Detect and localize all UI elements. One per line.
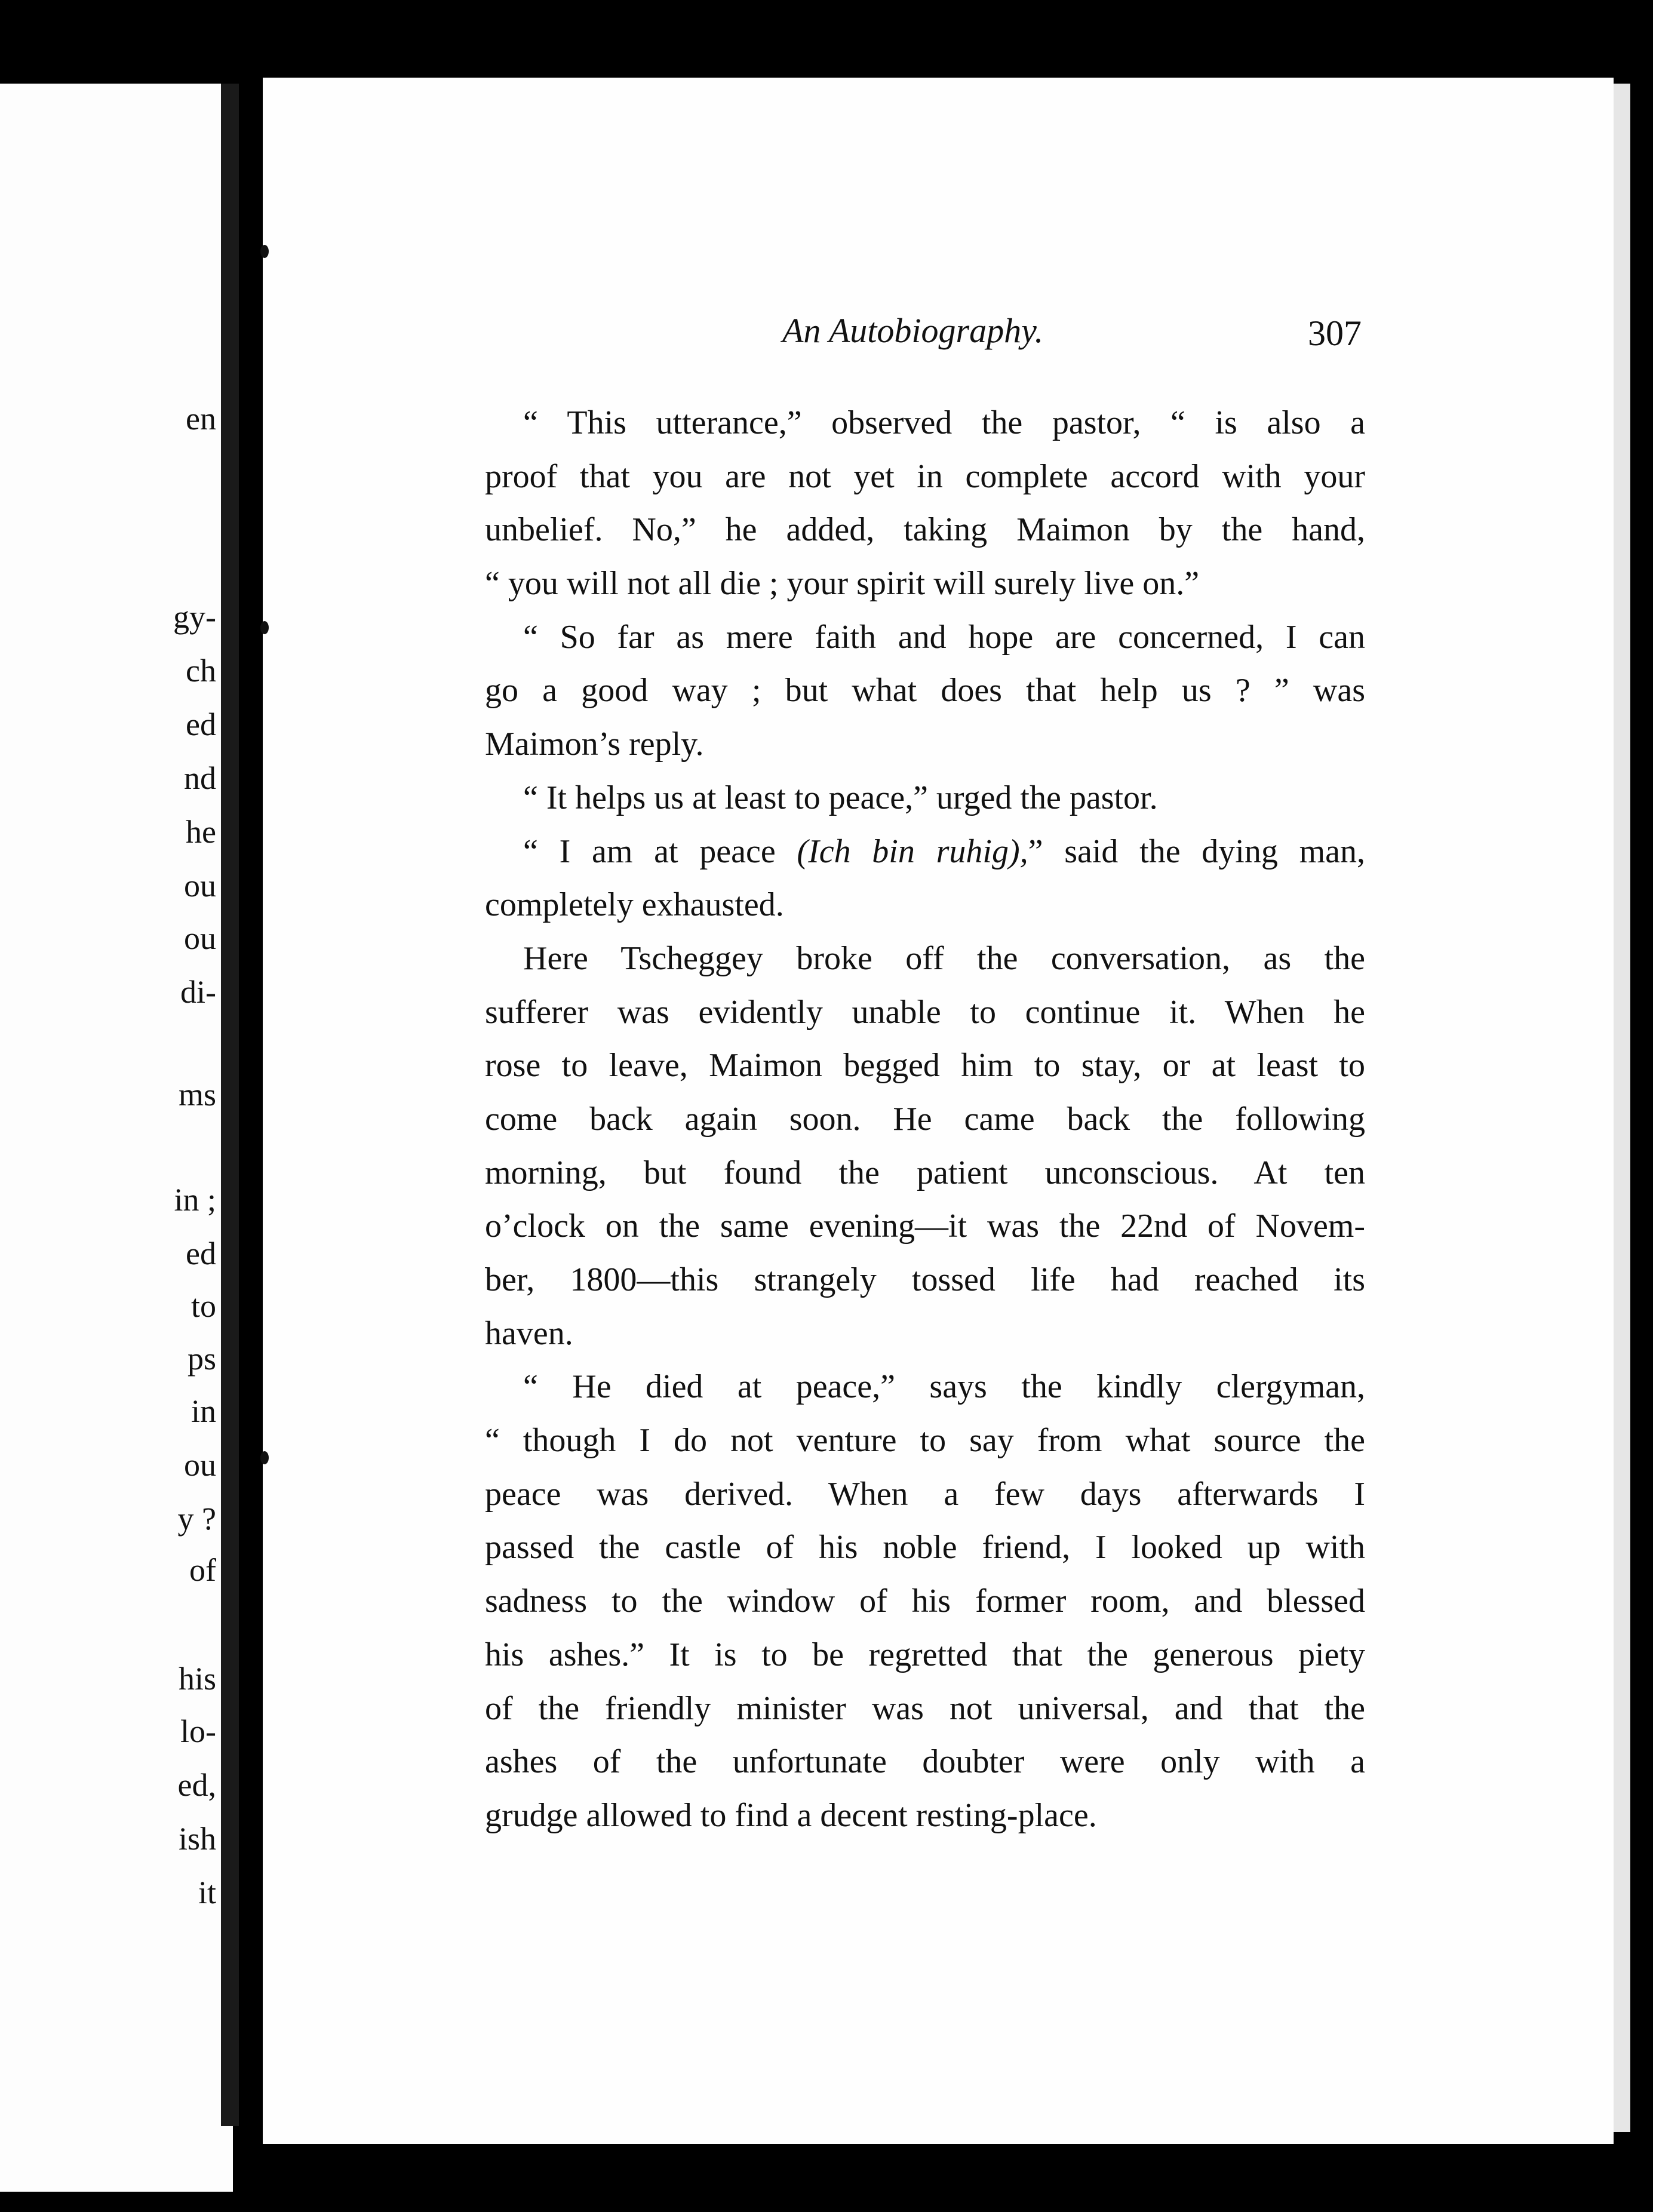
left-page-fragment: en xyxy=(186,401,216,437)
left-page-fragment: gy- xyxy=(173,599,216,635)
left-page-fragment: of xyxy=(189,1552,216,1588)
text-line: “ He died at peace,” says the kindly clergyman, xyxy=(523,1368,1365,1406)
book-gutter xyxy=(221,84,239,2126)
text-line: sadness to the window of his former room, and blessed xyxy=(485,1583,1365,1620)
left-page-fragment: di- xyxy=(180,974,216,1010)
text-line: “ So far as mere faith and hope are concerned, I can xyxy=(523,618,1365,656)
text-line: Maimon’s reply. xyxy=(485,726,704,763)
text-line: Here Tscheggey broke off the conversation, as the xyxy=(523,939,1365,977)
text-line: “ This utterance,” observed the pastor, “ is also a xyxy=(523,404,1365,441)
text-line: passed the castle of his noble friend, I looked up with xyxy=(485,1529,1365,1566)
left-page-fragment: ed xyxy=(186,1236,216,1271)
left-page-fragment: ou xyxy=(184,868,216,904)
text-line: ashes of the unfortunate doubter were only with a xyxy=(485,1743,1365,1781)
body-text xyxy=(485,397,1365,1843)
left-page-fragment: in xyxy=(191,1393,216,1429)
left-page-fragment: ed, xyxy=(177,1767,216,1803)
left-page-fragment: ed xyxy=(186,706,216,742)
left-page-fragment: in ; xyxy=(174,1182,216,1218)
text-line: morning, but found the patient unconscious. At ten xyxy=(485,1154,1365,1191)
text-line: o’clock on the same evening—it was the 22nd of Novem- xyxy=(485,1208,1365,1245)
left-page-fragment: ish xyxy=(178,1821,216,1857)
left-page-fragment: to xyxy=(191,1288,216,1324)
running-title: An Autobiography. xyxy=(782,311,1044,350)
binding-hole-mark xyxy=(260,621,269,634)
left-page-fragment: nd xyxy=(184,760,216,796)
left-page-fragment: his xyxy=(178,1661,216,1697)
text-line: “ you will not all die ; your spirit will surely live on.” xyxy=(485,565,1200,603)
text-line: completely exhausted. xyxy=(485,886,784,924)
text-line: “ though I do not venture to say from what source the xyxy=(485,1422,1365,1460)
text-line: “ It helps us at least to peace,” urged the pastor. xyxy=(523,779,1158,816)
text-line: proof that you are not yet in complete accord with your xyxy=(485,457,1365,495)
text-line-with-italic xyxy=(485,825,1365,879)
text-span: “ I am at peace xyxy=(523,832,797,870)
italic-phrase: (Ich bin ruhig), xyxy=(797,832,1028,870)
text-line: sufferer was evidently unable to continue it. When he xyxy=(485,993,1365,1031)
text-line: unbelief. No,” he added, taking Maimon by the hand, xyxy=(485,511,1365,549)
left-page-fragment: ms xyxy=(178,1077,216,1113)
page-edge xyxy=(1614,84,1630,2132)
text-line: haven. xyxy=(485,1314,573,1352)
left-page-fragment: it xyxy=(198,1875,216,1910)
text-line: ber, 1800—this strangely tossed life had reached its xyxy=(485,1261,1365,1298)
text-line: rose to leave, Maimon begged him to stay, or at least to xyxy=(485,1047,1365,1085)
text-line: go a good way ; but what does that help us ? ” was xyxy=(485,672,1365,709)
left-page-fragment: ps xyxy=(187,1341,216,1377)
text-line: peace was derived. When a few days afterwards I xyxy=(485,1475,1365,1513)
text-span: ” said the dying man, xyxy=(1028,832,1365,870)
text-line: of the friendly minister was not universal, and that the xyxy=(485,1689,1365,1727)
left-page-fragment: ou xyxy=(184,1447,216,1483)
binding-hole-mark xyxy=(260,1451,269,1464)
text-line: come back again soon. He came back the following xyxy=(485,1100,1365,1138)
left-page-fragment: he xyxy=(186,814,216,850)
previous-page xyxy=(0,84,233,2192)
page-number: 307 xyxy=(1308,314,1362,353)
text-line: grudge allowed to find a decent resting-place. xyxy=(485,1796,1097,1834)
left-page-fragment: ou xyxy=(184,920,216,956)
left-page-fragment: lo- xyxy=(180,1713,216,1749)
left-page-fragment: y ? xyxy=(177,1501,216,1537)
text-line: his ashes.” It is to be regretted that the generous piety xyxy=(485,1636,1365,1673)
binding-hole-mark xyxy=(260,245,269,258)
left-page-fragment: ch xyxy=(186,653,216,689)
